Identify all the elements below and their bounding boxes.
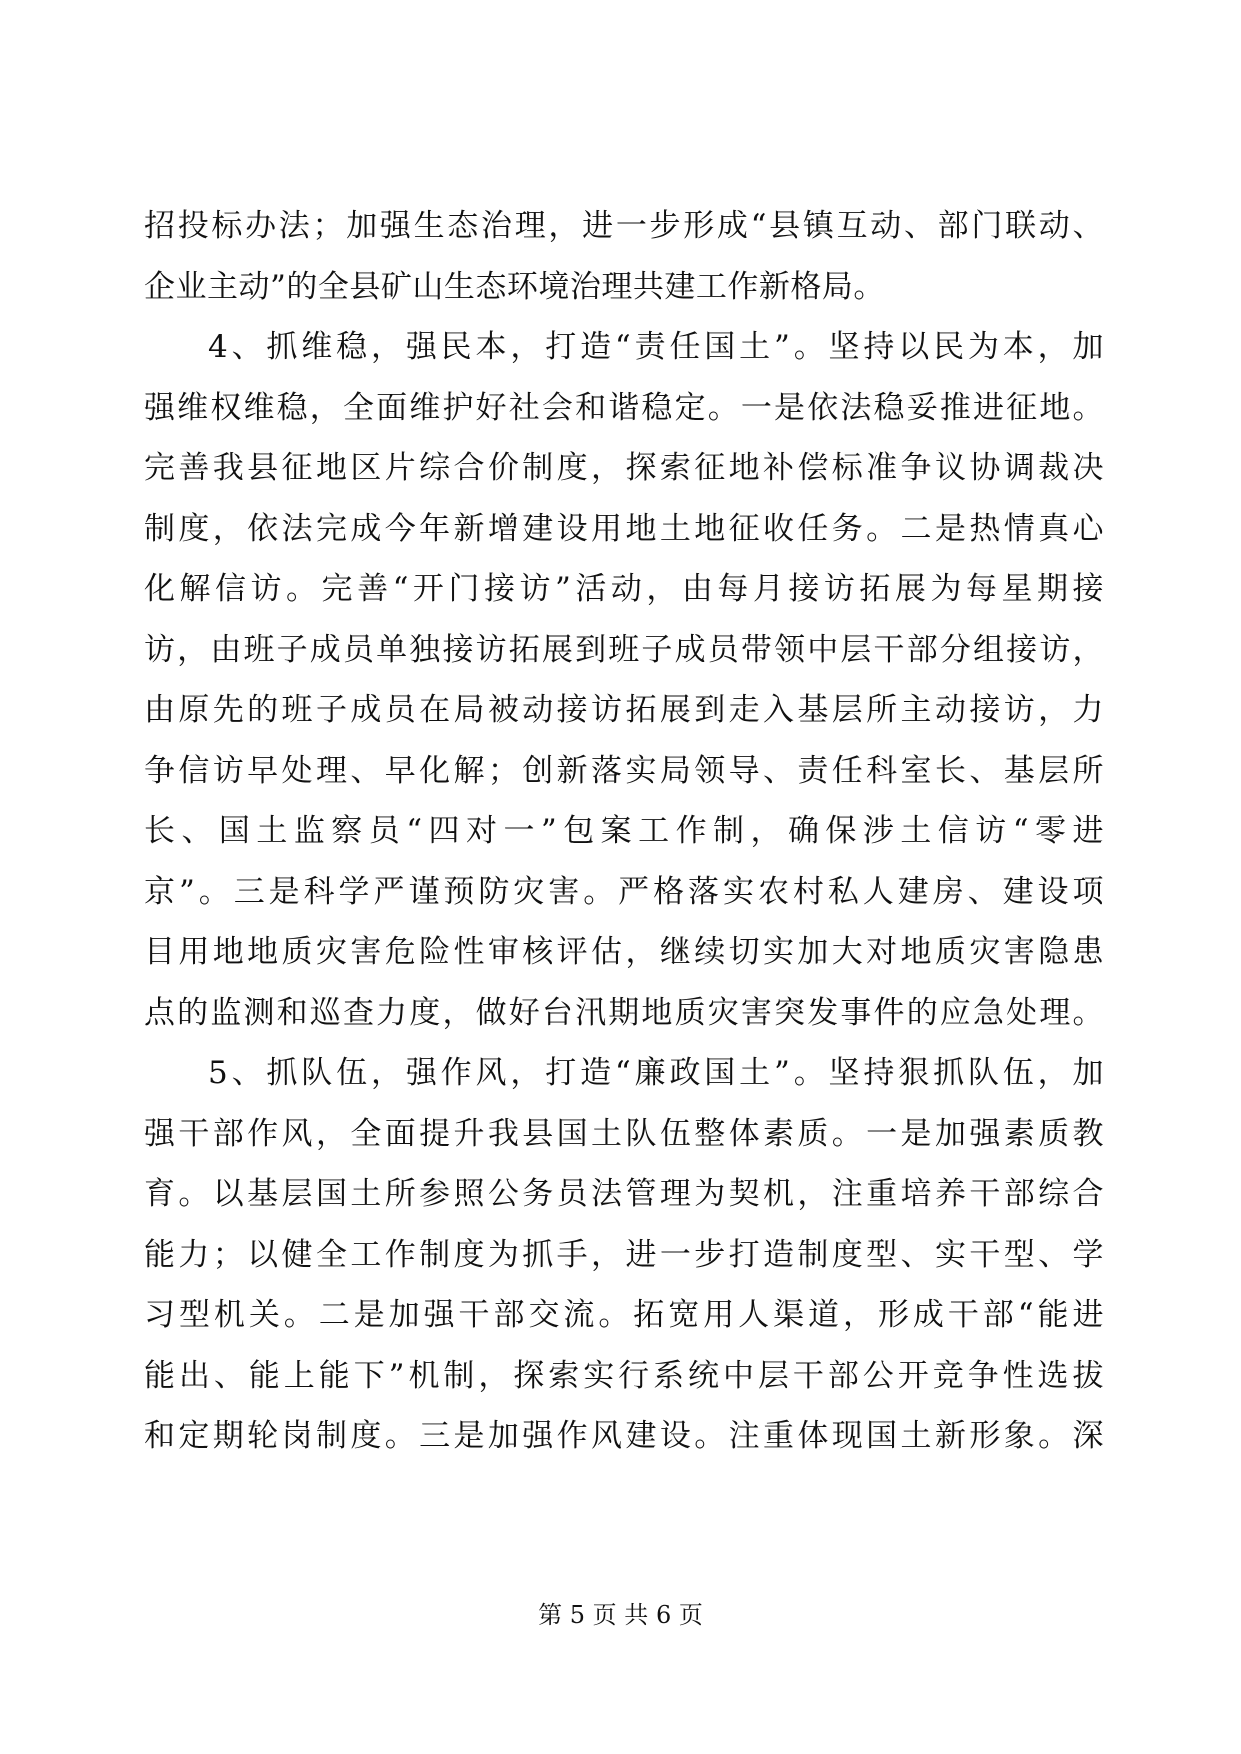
body-line-10: 争信访早处理、早化解；创新落实局领导、责任科室长、基层所	[144, 752, 1104, 789]
body-line-17: 育。以基层国土所参照公务员法管理为契机，注重培养干部综合	[144, 1176, 1104, 1212]
body-line-1: 招投标办法；加强生态治理，进一步形成“县镇互动、部门联动、	[144, 208, 1104, 244]
body-line-16: 强干部作风，全面提升我县国土队伍整体素质。一是加强素质教	[144, 1115, 1104, 1152]
body-line-7: 化解信访。完善“开门接访”活动，由每月接访拓展为每星期接	[144, 571, 1104, 607]
body-line-18: 能力；以健全工作制度为抓手，进一步打造制度型、实干型、学	[144, 1236, 1104, 1273]
body-line-14: 点的监测和巡查力度，做好台汛期地质灾害突发事件的应急处理。	[144, 994, 1104, 1031]
body-line-2: 企业主动”的全县矿山生态环境治理共建工作新格局。	[144, 268, 885, 305]
body-line-6: 制度，依法完成今年新增建设用地土地征收任务。二是热情真心	[144, 510, 1104, 547]
body-line-13: 目用地地质灾害危险性审核评估，继续切实加大对地质灾害隐患	[144, 934, 1104, 970]
body-line-3: 4、抓维稳，强民本，打造“责任国土”。坚持以民为本，加	[208, 329, 1104, 365]
body-line-4: 强维权维稳，全面维护好社会和谐稳定。一是依法稳妥推进征地。	[144, 389, 1104, 426]
body-line-21: 和定期轮岗制度。三是加强作风建设。注重体现国土新形象。深	[144, 1418, 1104, 1454]
body-line-11: 长、国土监察员“四对一”包案工作制，确保涉土信访“零进	[144, 813, 1104, 849]
document-body	[144, 196, 1104, 1467]
body-line-12: 京”。三是科学严谨预防灾害。严格落实农村私人建房、建设项	[144, 873, 1104, 910]
page-number: 第 5 页 共 6 页	[538, 1601, 703, 1629]
body-line-19: 习型机关。二是加强干部交流。拓宽用人渠道，形成干部“能进	[144, 1297, 1104, 1333]
body-line-8: 访，由班子成员单独接访拓展到班子成员带领中层干部分组接访，	[144, 631, 1104, 668]
body-line-20: 能出、能上能下”机制，探索实行系统中层干部公开竞争性选拔	[144, 1357, 1104, 1394]
body-line-5: 完善我县征地区片综合价制度，探索征地补偿标准争议协调裁决	[144, 450, 1104, 486]
body-line-9: 由原先的班子成员在局被动接访拓展到走入基层所主动接访，力	[144, 692, 1104, 728]
body-line-15: 5、抓队伍，强作风，打造“廉政国土”。坚持狠抓队伍，加	[208, 1055, 1104, 1091]
